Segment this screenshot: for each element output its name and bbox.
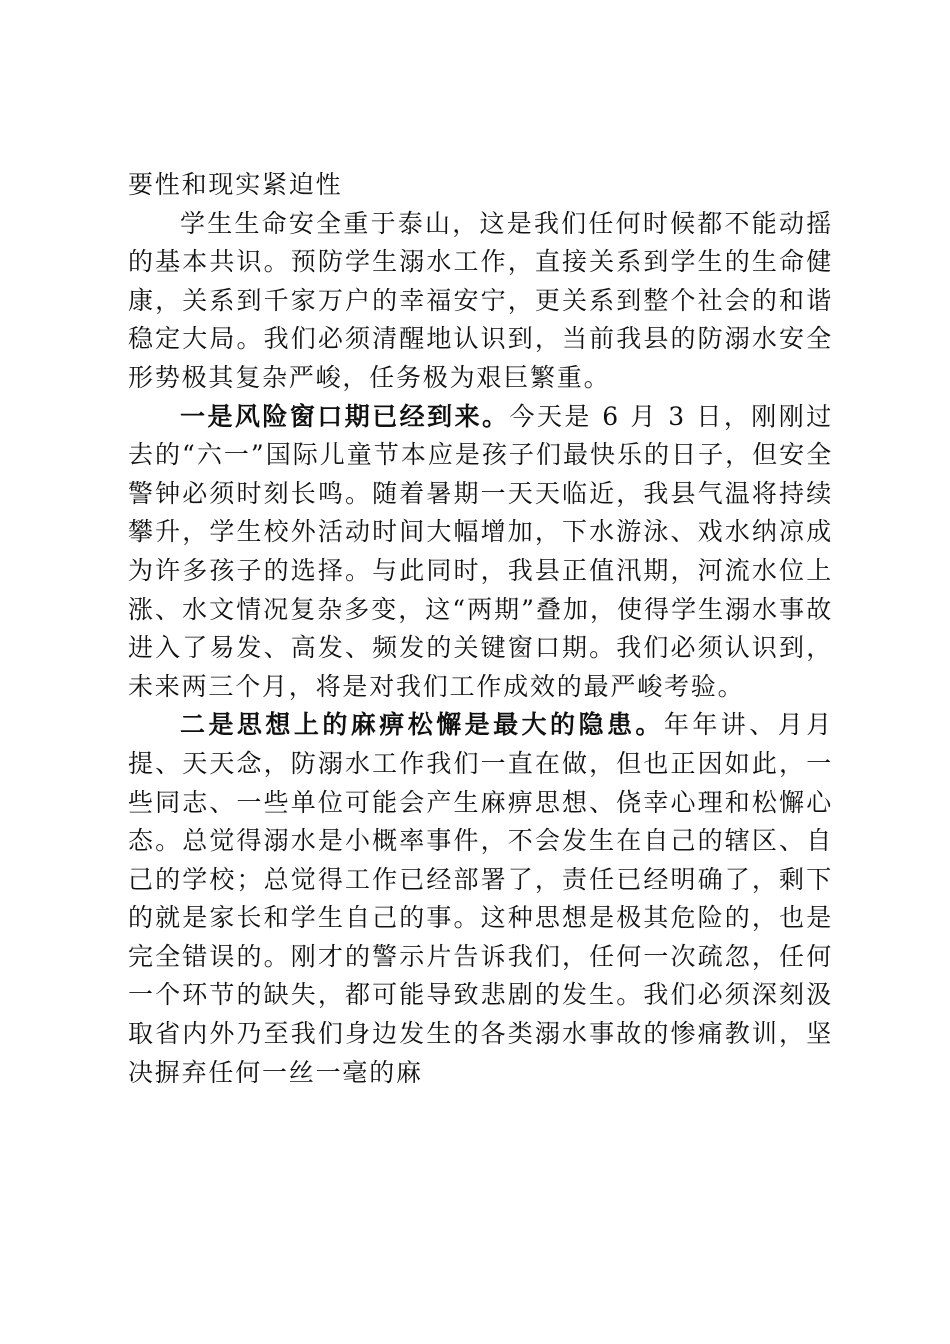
paragraph-continuation [128,166,833,205]
document-body [128,166,833,1092]
paragraph-lead-heading: 二是思想上的麻痹松懈是最大的隐患。 [180,710,664,740]
paragraph-text: 要性和现实紧迫性 [128,170,343,199]
paragraph-complacency [128,706,833,1092]
paragraph-text: 学生生命安全重于泰山，这是我们任何时候都不能动摇的基本共识。预防学生溺水工作，直接关系到学生的生命健康，关系到千家万户的幸福安宁，更关系到整个社会的和谐稳定大局。我们必须清醒地认识到，当前我县的防溺水安全形势极其复杂严峻，任务极为艰巨繁重。 [128,208,833,392]
paragraph-risk-window [128,398,833,707]
paragraph-text: 年年讲、月月提、天天念，防溺水工作我们一直在做，但也正因如此，一些同志、一些单位可能会产生麻痹思想、侥幸心理和松懈心态。总觉得溺水是小概率事件，不会发生在自己的辖区、自己的学校；总觉得工作已经部署了，责任已经明确了，剩下的就是家长和学生自己的事。这种思想是极其危险的，也是完全错误的。刚才的警示片告诉我们，任何一次疏忽，任何一个环节的缺失，都可能导致悲剧的发生。我们必须深刻汲取省内外乃至我们身边发生的各类溺水事故的惨痛教训，坚决摒弃任何一丝一毫的麻 [128,710,833,1087]
paragraph-safety-consensus [128,205,833,398]
paragraph-text: 今天是 6 月 3 日，刚刚过去的“六一”国际儿童节本应是孩子们最快乐的日子，但安全警钟必须时刻长鸣。随着暑期一天天临近，我县气温将持续攀升，学生校外活动时间大幅增加，下水游泳、戏水纳凉成为许多孩子的选择。与此同时，我县正值汛期，河流水位上涨、水文情况复杂多变，这“两期”叠加，使得学生溺水事故进入了易发、高发、频发的关键窗口期。我们必须认识到，未来两三个月，将是对我们工作成效的最严峻考验。 [128,401,833,701]
paragraph-lead-heading: 一是风险窗口期已经到来。 [180,401,510,431]
